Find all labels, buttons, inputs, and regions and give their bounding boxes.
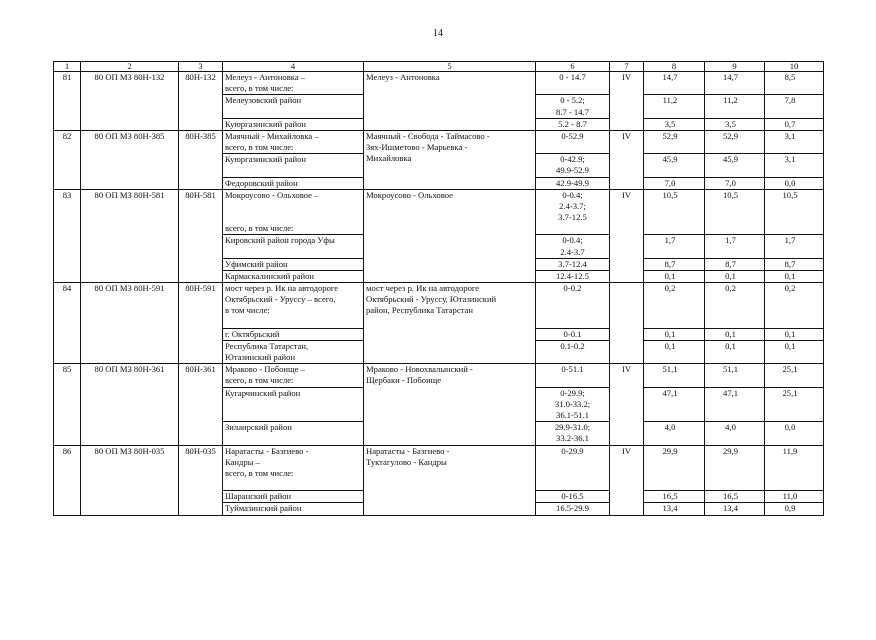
road-name-line: всего, в том числе: — [225, 83, 294, 94]
district-length-col10: 1,7 — [765, 235, 824, 258]
district-km-line: 0 - 5.2; — [560, 95, 585, 106]
road-km-line: 0 - 14.7 — [559, 72, 586, 82]
column-header-8: 8 — [644, 62, 705, 72]
district-km — [536, 340, 610, 363]
district-length-total: 7,0 — [644, 177, 705, 189]
road-code: 80Н-385 — [179, 130, 223, 189]
road-route-line: Туктагулово - Кандры — [366, 456, 447, 467]
road-category: IV — [610, 189, 644, 282]
road-km-line: 2.4-3.7; — [559, 200, 586, 211]
district-name-line: Мелеузовский район — [225, 95, 302, 106]
road-name-line: всего, в том числе: — [225, 142, 294, 153]
district-name — [223, 154, 364, 177]
district-length-col10: 0,0 — [765, 177, 824, 189]
district-length-col9: 4,0 — [705, 422, 765, 445]
road-km-line: 0-52.9 — [561, 130, 584, 141]
road-name — [223, 72, 364, 95]
road-category: IV — [610, 72, 644, 131]
road-length-col9: 14,7 — [705, 72, 765, 95]
header-row — [54, 62, 824, 72]
road-km — [536, 189, 610, 235]
road-length-total: 52,9 — [644, 130, 705, 153]
page-number: 14 — [433, 28, 443, 39]
road-name-line: Октябрьский - Уруссу – всего, — [225, 294, 336, 305]
district-length-total: 0,1 — [644, 270, 705, 282]
district-length-total: 0,1 — [644, 328, 705, 340]
road-km-line: 0-0.4; — [562, 189, 583, 200]
district-length-col10: 8,7 — [765, 258, 824, 270]
road-route — [364, 189, 536, 282]
district-length-col10: 0,7 — [765, 118, 824, 130]
road-route — [364, 283, 536, 364]
road-length-total: 29,9 — [644, 445, 705, 491]
district-name — [223, 258, 364, 270]
district-length-col9: 45,9 — [705, 154, 765, 177]
district-name-line: Кировский район города Уфы — [225, 235, 335, 246]
road-route-line: Наратасты - Базгиево - — [366, 445, 450, 456]
road-name — [223, 283, 364, 329]
column-header-3: 3 — [179, 62, 223, 72]
district-length-col10: 11,0 — [765, 491, 824, 503]
road-number: 84 — [54, 283, 81, 364]
road-km-line: 0-29.9 — [561, 445, 584, 456]
road-id: 80 ОП МЗ 80Н-361 — [81, 364, 179, 445]
district-name — [223, 340, 364, 363]
road-route — [364, 72, 536, 131]
district-length-col9: 0,1 — [705, 270, 765, 282]
district-length-col9: 3,5 — [705, 118, 765, 130]
road-route-line: Зях-Ишметово - Марьевка - — [366, 142, 468, 153]
road-row — [54, 72, 824, 95]
district-name — [223, 422, 364, 445]
road-name-line: Мелеуз - Антоновка – — [225, 72, 306, 82]
district-km — [536, 118, 610, 130]
column-header-10: 10 — [765, 62, 824, 72]
road-name-line — [225, 317, 361, 328]
road-km-line: 0-0.2 — [563, 283, 582, 294]
road-id: 80 ОП МЗ 80Н-035 — [81, 445, 179, 515]
district-length-total: 8,7 — [644, 258, 705, 270]
district-name-line: Республика Татарстан, — [225, 340, 309, 351]
district-length-col9: 7,0 — [705, 177, 765, 189]
road-route — [364, 364, 536, 445]
road-name-line: Наратасты - Базгиево - — [225, 445, 309, 456]
road-length-total: 0,2 — [644, 283, 705, 329]
district-name-line: Куюргазинский район — [225, 154, 306, 165]
road-id: 80 ОП МЗ 80Н-581 — [81, 189, 179, 282]
road-id: 80 ОП МЗ 80Н-591 — [81, 283, 179, 364]
road-category: IV — [610, 364, 644, 445]
district-km — [536, 258, 610, 270]
road-name-line: всего, в том числе: — [225, 467, 294, 478]
district-length-total: 11,2 — [644, 95, 705, 118]
road-name-line: Маячный - Михайловка – — [225, 130, 319, 141]
road-id: 80 ОП МЗ 80Н-385 — [81, 130, 179, 189]
district-km-line: 0.1-0.2 — [560, 340, 585, 351]
district-name-line: Ютазинский район — [225, 352, 296, 363]
district-km-line: 0-0.4; — [562, 235, 583, 246]
district-name — [223, 118, 364, 130]
column-header-4: 4 — [223, 62, 364, 72]
district-length-col10: 7,8 — [765, 95, 824, 118]
road-row — [54, 445, 824, 491]
road-name-line: мост через р. Ик на автодороге — [225, 283, 339, 294]
district-km — [536, 491, 610, 503]
district-length-total: 13,4 — [644, 503, 705, 515]
road-category: IV — [610, 130, 644, 189]
road-name-line: всего, в том числе: — [225, 223, 294, 234]
road-km-line: 3.7-12.5 — [558, 212, 587, 223]
district-length-total: 16,5 — [644, 491, 705, 503]
road-km — [536, 283, 610, 329]
district-km-line: 16.5-29.9 — [556, 503, 589, 514]
road-number: 86 — [54, 445, 81, 515]
road-length-col10: 3,1 — [765, 130, 824, 153]
district-length-total: 47,1 — [644, 387, 705, 422]
road-route-line: Щербаки - Побоище — [366, 375, 442, 386]
column-header-1: 1 — [54, 62, 81, 72]
district-length-col9: 0,1 — [705, 328, 765, 340]
road-code: 80Н-035 — [179, 445, 223, 515]
district-name-line: г. Октябрьский — [225, 328, 280, 339]
district-km-line: 31.0-33.2; — [554, 398, 591, 409]
district-length-col10: 3,1 — [765, 154, 824, 177]
district-name-line: Туймазинский район — [225, 503, 302, 514]
district-length-col9: 0,1 — [705, 340, 765, 363]
road-name-line: Мраково - Побоище – — [225, 364, 305, 375]
district-length-total: 0,1 — [644, 340, 705, 363]
column-header-2: 2 — [81, 62, 179, 72]
district-name-line: Уфимский район — [225, 258, 288, 269]
table-body — [54, 72, 824, 516]
road-row — [54, 130, 824, 153]
road-category — [610, 283, 644, 364]
road-row — [54, 364, 824, 387]
district-name-line: Кармаскалинский район — [225, 270, 314, 281]
district-length-col9: 47,1 — [705, 387, 765, 422]
district-km-line: 33.2-36.1 — [556, 433, 589, 444]
road-length-col9: 0,2 — [705, 283, 765, 329]
road-length-col9: 52,9 — [705, 130, 765, 153]
road-km — [536, 72, 610, 95]
road-number: 82 — [54, 130, 81, 189]
district-length-col10: 0,0 — [765, 422, 824, 445]
column-header-9: 9 — [705, 62, 765, 72]
road-row — [54, 283, 824, 329]
road-name-line — [225, 201, 361, 212]
road-km — [536, 364, 610, 387]
road-length-col10: 0,2 — [765, 283, 824, 329]
road-km — [536, 130, 610, 153]
road-code: 80Н-591 — [179, 283, 223, 364]
district-km-line: 12.4-12.5 — [556, 270, 589, 281]
district-name-line: Куюргазинский район — [225, 118, 306, 129]
road-id: 80 ОП МЗ 80Н-132 — [81, 72, 179, 131]
road-route-line: мост через р. Ик на автодороге — [366, 283, 480, 294]
district-km-line: 2.4-3.7 — [560, 246, 585, 257]
road-route-line: Октябрьский - Уруссу, Ютазинский — [366, 294, 497, 305]
district-km-line: 42.9-49.9 — [556, 177, 589, 188]
road-length-col10: 10,5 — [765, 189, 824, 235]
road-length-col9: 10,5 — [705, 189, 765, 235]
district-name-line: Кугарчинский район — [225, 387, 301, 398]
district-km — [536, 270, 610, 282]
district-km-line: 29.9-31.0; — [554, 422, 591, 433]
district-name-line: Зилаирский район — [225, 422, 292, 433]
district-km — [536, 328, 610, 340]
road-code: 80Н-361 — [179, 364, 223, 445]
district-length-col9: 16,5 — [705, 491, 765, 503]
road-name — [223, 189, 364, 235]
road-km-line: 0-51.1 — [561, 364, 584, 375]
district-length-total: 45,9 — [644, 154, 705, 177]
road-length-col9: 51,1 — [705, 364, 765, 387]
district-km — [536, 235, 610, 258]
district-length-col10: 0,1 — [765, 270, 824, 282]
district-name — [223, 387, 364, 422]
road-route-line: Мраково - Новохвалынский - — [366, 364, 473, 375]
district-length-col9: 13,4 — [705, 503, 765, 515]
district-length-col9: 11,2 — [705, 95, 765, 118]
road-route-line: Михайловка — [366, 153, 412, 164]
district-name — [223, 95, 364, 118]
district-length-col9: 8,7 — [705, 258, 765, 270]
district-length-col9: 1,7 — [705, 235, 765, 258]
road-code: 80Н-581 — [179, 189, 223, 282]
district-length-col10: 0,1 — [765, 328, 824, 340]
district-km-line: 0-42.9; — [560, 154, 585, 165]
road-length-col10: 11,9 — [765, 445, 824, 491]
district-km — [536, 95, 610, 118]
road-name — [223, 130, 364, 153]
road-name-line — [225, 479, 361, 490]
district-name-line: Шаранский район — [225, 491, 292, 502]
district-name — [223, 270, 364, 282]
district-km — [536, 503, 610, 515]
district-km-line: 0-0.1 — [563, 328, 582, 339]
road-name-line: в том числе: — [225, 305, 270, 316]
road-route-line: Маячный - Свобода - Таймасово - — [366, 130, 490, 141]
road-row — [54, 189, 824, 235]
road-name-line: Мокроусово - Ольховое – — [225, 189, 319, 200]
district-name — [223, 328, 364, 340]
road-length-col10: 25,1 — [765, 364, 824, 387]
district-name — [223, 491, 364, 503]
district-km — [536, 154, 610, 177]
district-name — [223, 235, 364, 258]
district-length-col10: 0,9 — [765, 503, 824, 515]
district-name — [223, 503, 364, 515]
district-km-line: 8.7 - 14.7 — [556, 106, 589, 117]
district-km-line: 3.7-12.4 — [558, 258, 587, 269]
road-number: 81 — [54, 72, 81, 131]
district-length-col10: 25,1 — [765, 387, 824, 422]
road-length-total: 10,5 — [644, 189, 705, 235]
column-header-6: 6 — [536, 62, 610, 72]
road-length-col10: 8,5 — [765, 72, 824, 95]
road-number: 83 — [54, 189, 81, 282]
district-length-total: 4,0 — [644, 422, 705, 445]
road-register-table — [53, 61, 824, 516]
district-km — [536, 422, 610, 445]
road-route-line: Мелеуз - Антоновка — [366, 72, 440, 82]
district-km-line: 5.2 - 8.7 — [558, 118, 587, 129]
road-length-total: 51,1 — [644, 364, 705, 387]
district-km-line: 49.9-52.9 — [556, 165, 589, 176]
column-header-5: 5 — [364, 62, 536, 72]
district-length-total: 3,5 — [644, 118, 705, 130]
district-km-line: 36.1-51.1 — [556, 409, 589, 420]
road-code: 80Н-132 — [179, 72, 223, 131]
road-name-line: всего, в том числе: — [225, 375, 294, 386]
road-km — [536, 445, 610, 491]
road-category: IV — [610, 445, 644, 515]
road-length-col9: 29,9 — [705, 445, 765, 491]
district-km — [536, 177, 610, 189]
road-name — [223, 364, 364, 387]
road-route — [364, 130, 536, 189]
road-route-line: Мокроусово - Ольховое — [366, 189, 453, 200]
district-km-line: 0-29.9; — [560, 387, 585, 398]
road-route — [364, 445, 536, 515]
district-length-total: 1,7 — [644, 235, 705, 258]
road-route-line: район, Республика Татарстан — [366, 305, 473, 316]
road-length-total: 14,7 — [644, 72, 705, 95]
district-name — [223, 177, 364, 189]
district-km-line: 0-16.5 — [561, 491, 584, 502]
district-km — [536, 387, 610, 422]
road-name-line — [225, 212, 361, 223]
road-name — [223, 445, 364, 491]
district-length-col10: 0,1 — [765, 340, 824, 363]
column-header-7: 7 — [610, 62, 644, 72]
road-number: 85 — [54, 364, 81, 445]
road-name-line: Кандры – — [225, 456, 260, 467]
district-name-line: Федоровский район — [225, 177, 298, 188]
